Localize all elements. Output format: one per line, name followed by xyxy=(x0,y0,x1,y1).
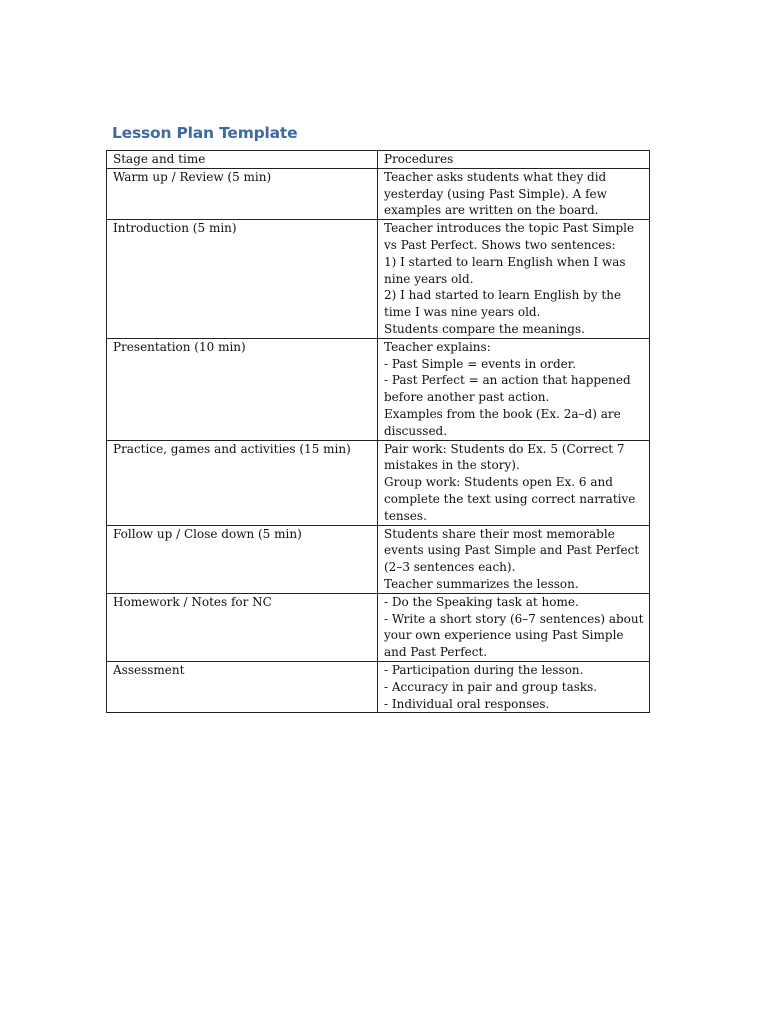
document-title: Lesson Plan Template xyxy=(112,124,298,142)
procedures-cell: Teacher introduces the topic Past Simple vs Past Perfect. Shows two sentences: 1) I started to learn English when I was nine years old. 2) I had started to learn English by the time I was nine years old. Students compare the meanings. xyxy=(378,220,650,339)
table-row xyxy=(107,338,650,440)
procedures-cell: Teacher explains: - Past Simple = events in order. - Past Perfect = an action that happened before another past action. Examples from the book (Ex. 2a–d) are discussed. xyxy=(378,338,650,440)
header-procedures-cell: Procedures xyxy=(378,151,650,169)
stage-cell: Assessment xyxy=(107,661,378,712)
stage-cell: Practice, games and activities (15 min) xyxy=(107,440,378,525)
stage-cell: Presentation (10 min) xyxy=(107,338,378,440)
stage-cell: Warm up / Review (5 min) xyxy=(107,168,378,219)
procedures-cell: Pair work: Students do Ex. 5 (Correct 7 mistakes in the story). Group work: Students open Ex. 6 and complete the text using correct narrative tenses. xyxy=(378,440,650,525)
stage-cell: Introduction (5 min) xyxy=(107,220,378,339)
procedures-cell: Students share their most memorable events using Past Simple and Past Perfect (2–3 sentences each). Teacher summarizes the lesson. xyxy=(378,525,650,593)
table-row xyxy=(107,593,650,661)
stage-cell: Follow up / Close down (5 min) xyxy=(107,525,378,593)
table-row xyxy=(107,440,650,525)
header-stage-cell: Stage and time xyxy=(107,151,378,169)
table-row xyxy=(107,168,650,219)
table-row xyxy=(107,661,650,712)
stage-cell: Homework / Notes for NC xyxy=(107,593,378,661)
lesson-plan-table xyxy=(106,150,650,713)
procedures-cell: - Participation during the lesson. - Accuracy in pair and group tasks. - Individual oral responses. xyxy=(378,661,650,712)
table-row xyxy=(107,220,650,339)
procedures-cell: Teacher asks students what they did yesterday (using Past Simple). A few examples are written on the board. xyxy=(378,168,650,219)
procedures-cell: - Do the Speaking task at home. - Write a short story (6–7 sentences) about your own experience using Past Simple and Past Perfect. xyxy=(378,593,650,661)
table-header-row xyxy=(107,151,650,169)
table-row xyxy=(107,525,650,593)
